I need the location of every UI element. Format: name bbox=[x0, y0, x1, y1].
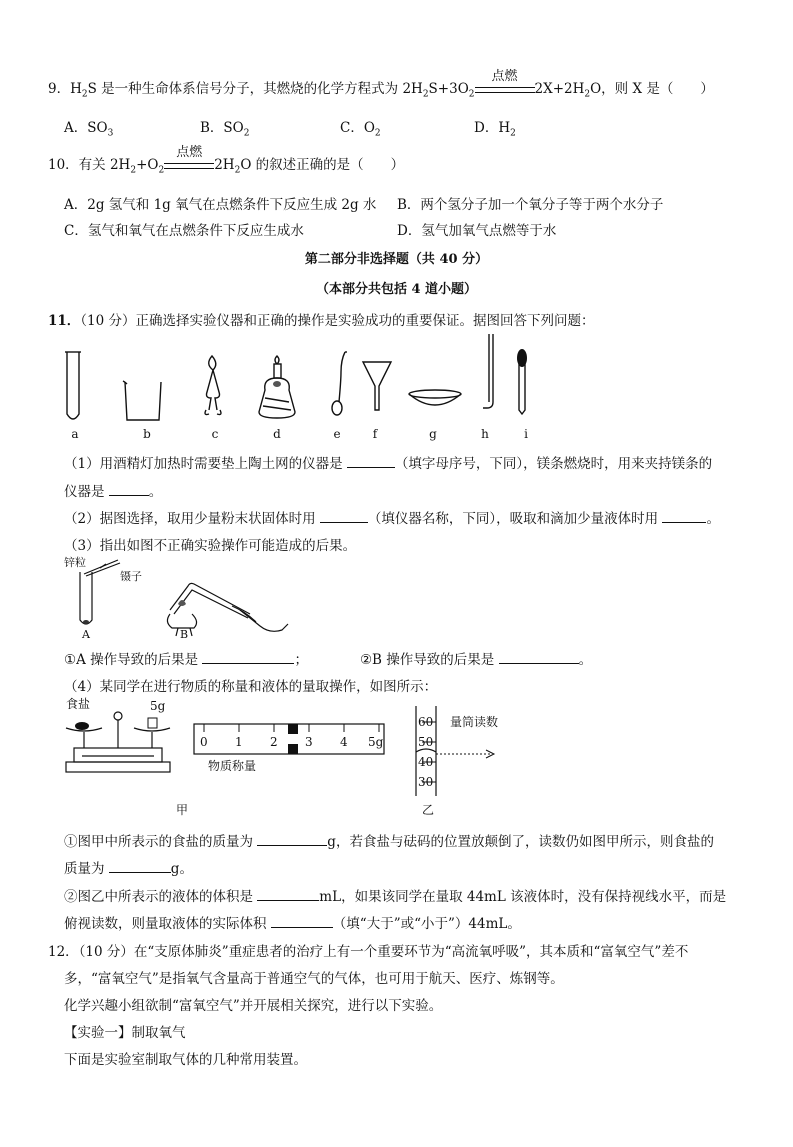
q9-option-d: D．$H_2$ bbox=[474, 120, 516, 139]
answer-blank-1[interactable] bbox=[347, 455, 395, 468]
ruler-tick-5: 5g bbox=[368, 735, 384, 749]
ruler-tick-3: 3 bbox=[305, 735, 313, 749]
fig-b-tag: B bbox=[180, 628, 189, 640]
rider-bottom bbox=[288, 744, 298, 754]
instrument-label-f: f bbox=[372, 427, 378, 441]
instrument-label-e: e bbox=[333, 427, 341, 441]
salt-icon bbox=[75, 722, 89, 730]
q11-part1-line2: 仪器是 。 bbox=[64, 484, 163, 500]
evaporating-dish-icon bbox=[409, 390, 461, 405]
instrument-label-a: a bbox=[71, 427, 79, 441]
q11-part4-line: （4）某同学在进行物质的称量和液体的量取操作，如图所示： bbox=[64, 679, 438, 695]
ruler-caption: 物质称量 bbox=[208, 759, 257, 773]
q9-prefix: 9．H bbox=[48, 81, 82, 97]
medicine-spoon-icon bbox=[332, 352, 347, 415]
fig-a-label-tweezers: 镊子 bbox=[120, 570, 142, 583]
crucible-tongs-icon bbox=[205, 356, 221, 415]
fig-jia-tag: 甲 bbox=[176, 803, 189, 817]
ruler-tick-1: 1 bbox=[235, 735, 243, 749]
balance-icon bbox=[66, 712, 170, 772]
dropper-icon bbox=[519, 362, 525, 414]
operation-figure bbox=[60, 556, 300, 640]
answer-blank-7[interactable] bbox=[257, 833, 327, 846]
q9-stem: 9．$H_2S$ 是一种生命体系信号分子，其燃烧的化学方程式为 $2H_2S+3O_2$ 点燃 $2X+2H_2O$，则 X 是（ ） bbox=[48, 77, 714, 100]
answer-blank-3[interactable] bbox=[320, 510, 368, 523]
q9-option-c: C．$O_2$ bbox=[340, 120, 381, 139]
q10-option-c: C．氢气和氧气在点燃条件下反应生成水 bbox=[64, 223, 304, 239]
q11-part1-line1: （1）用酒精灯加热时需要垫上陶土网的仪器是 （填字母序号，下同），镁条燃烧时，用来夹持镁条的 bbox=[64, 456, 713, 472]
q12-line3: 化学兴趣小组欲制“富氧空气”并开展相关探究，进行以下实验。 bbox=[64, 998, 443, 1014]
q11-part3-line: （3）指出如图不正确实验操作可能造成的后果。 bbox=[64, 538, 357, 554]
beaker-icon bbox=[123, 381, 161, 420]
answer-blank-4[interactable] bbox=[662, 510, 706, 523]
ruler-tick-0: 0 bbox=[200, 735, 208, 749]
q11-part3-answers: ①A 操作导致的后果是 ； ②B 操作导致的后果是 。 bbox=[64, 652, 593, 668]
q11-part4-a-line1: ①图甲中所表示的食盐的质量为 g，若食盐与砝码的位置放颠倒了，读数仍如图甲所示，则食盐的 bbox=[64, 834, 714, 850]
q11-stem: 11．（10 分）正确选择实验仪器和正确的操作是实验成功的重要保证。据图回答下列问题： bbox=[48, 313, 595, 329]
test-tube-icon bbox=[65, 352, 81, 419]
label-weight: 5g bbox=[150, 699, 166, 713]
q9-text1: S 是一种生命体系信号分子，其燃烧的化学方程式为 2H bbox=[87, 81, 423, 97]
instrument-label-i: i bbox=[524, 427, 528, 441]
q9-text2: S+3O bbox=[428, 81, 469, 97]
ruler-tick-4: 4 bbox=[340, 735, 348, 749]
q9-option-a: A．$SO_3$ bbox=[64, 120, 114, 139]
instrument-label-d: d bbox=[273, 427, 281, 441]
instruments-figure bbox=[55, 332, 555, 444]
weight-icon bbox=[148, 718, 157, 728]
instrument-label-h: h bbox=[481, 427, 489, 441]
measurement-figure bbox=[62, 696, 532, 820]
answer-blank-5[interactable] bbox=[202, 651, 294, 664]
q9-reaction-arrow bbox=[475, 69, 535, 97]
instrument-label-g: g bbox=[429, 427, 437, 441]
cylinder-tick-30: 30 bbox=[418, 775, 434, 789]
answer-blank-8[interactable] bbox=[109, 860, 171, 873]
cylinder-tick-40: 40 bbox=[418, 755, 434, 769]
q9-option-b: B．$SO_2$ bbox=[200, 120, 250, 139]
instrument-label-b: b bbox=[143, 427, 151, 441]
q11-part4-b-line2: 俯视读数，则量取液体的实际体积 （填“大于”或“小于”）44mL。 bbox=[64, 916, 521, 932]
q12-line2: 多，“富氧空气”是指氧气含量高于普通空气的气体，也可用于航天、医疗、炼钢等。 bbox=[64, 971, 564, 987]
part2-title: 第二部分非选择题（共 40 分） bbox=[304, 252, 489, 267]
fig-yi-tag: 乙 bbox=[422, 803, 435, 817]
part2-subtitle: （本部分共包括 4 道小题） bbox=[315, 282, 478, 297]
q10-stem: 10．有关 $2H_2+O_2$ 点燃 $2H_2O$ 的叙述正确的是（ ） bbox=[48, 153, 404, 176]
q10-reaction-arrow bbox=[164, 145, 214, 173]
cylinder-caption: 量筒读数 bbox=[450, 715, 499, 729]
answer-blank-9[interactable] bbox=[257, 888, 319, 901]
q9-condition: 点燃 bbox=[491, 69, 518, 84]
funnel-icon bbox=[363, 362, 391, 410]
q9-text3: 2X+2H bbox=[534, 81, 585, 97]
instrument-label-c: c bbox=[211, 427, 219, 441]
answer-blank-6[interactable] bbox=[499, 651, 579, 664]
q10-option-a: A．2g 氢气和 1g 氧气在点燃条件下反应生成 2g 水 bbox=[64, 197, 377, 213]
q12-line4: 【实验一】制取氧气 bbox=[64, 1025, 186, 1041]
fig-a-tag: A bbox=[82, 628, 90, 640]
q12-line1: 12．（10 分）在“支原体肺炎”重症患者的治疗上有一个重要环节为“高流氧呼吸”，其本质和“富氧空气”差不 bbox=[48, 944, 689, 960]
q11-part2-line: （2）据图选择，取用少量粉末状固体时用 （填仪器名称，下同），吸取和滴加少量液体时用 。 bbox=[64, 511, 720, 527]
q9-text4: O，则 X 是（ ） bbox=[590, 81, 714, 97]
fig-a-label-zinc: 锌粒 bbox=[64, 556, 86, 569]
q11-part4-a-line2: 质量为 g。 bbox=[64, 861, 193, 877]
q10-option-b: B．两个氢分子加一个氧分子等于两个水分子 bbox=[397, 197, 664, 213]
ruler-tick-2: 2 bbox=[270, 735, 278, 749]
cylinder-tick-50: 50 bbox=[418, 735, 434, 749]
answer-blank-2[interactable] bbox=[109, 483, 149, 496]
q12-line5: 下面是实验室制取气体的几种常用装置。 bbox=[64, 1052, 307, 1068]
cylinder-tick-60: 60 bbox=[418, 715, 434, 729]
q11-part4-b-line1: ②图乙中所表示的液体的体积是 mL，如果该同学在量取 44mL 该液体时，没有保持视线水平，而是 bbox=[64, 889, 727, 905]
label-salt: 食盐 bbox=[66, 697, 91, 711]
rider-top bbox=[288, 724, 298, 734]
q10-option-d: D．氢气加氧气点燃等于水 bbox=[397, 223, 557, 239]
dropper-bulb-icon bbox=[517, 349, 527, 367]
glass-rod-icon bbox=[483, 334, 493, 408]
q10-condition: 点燃 bbox=[176, 145, 203, 160]
answer-blank-10[interactable] bbox=[271, 915, 333, 928]
